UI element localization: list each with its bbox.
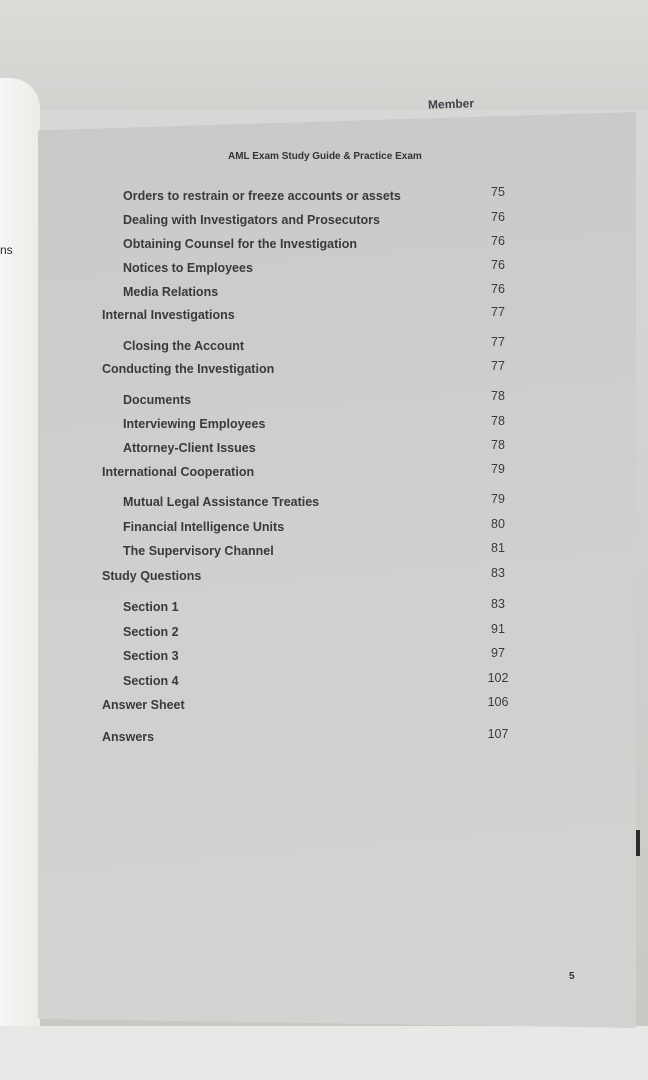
- toc-entry: [0, 597, 600, 620]
- toc-entry: [0, 517, 600, 540]
- toc-entry-label: Media Relations: [123, 285, 219, 299]
- toc-entry: [0, 438, 600, 461]
- toc-entry-label: Notices to Employees: [123, 261, 253, 275]
- toc-entry: [0, 234, 600, 257]
- background-member-text: Member: [427, 96, 475, 112]
- toc-entry: [0, 671, 600, 694]
- toc-entry-label: Section 1: [123, 600, 179, 614]
- toc-entry: [0, 727, 600, 750]
- toc-entry-page: 76: [491, 210, 505, 224]
- toc-entry-label: Study Questions: [102, 569, 202, 583]
- toc-entry: [0, 541, 600, 564]
- toc-entry: [0, 414, 600, 437]
- toc-entry-page: 78: [491, 438, 505, 452]
- toc-entry-page: 91: [491, 622, 505, 636]
- toc-entry-label: Orders to restrain or freeze accounts or assets: [123, 189, 401, 203]
- toc-entry-page: 76: [491, 234, 505, 248]
- toc-entry: [0, 282, 600, 305]
- toc-entry: [0, 695, 600, 718]
- toc-entry: [0, 566, 600, 589]
- toc-entry-page: 77: [491, 305, 505, 319]
- toc-entry: [0, 359, 600, 382]
- toc-entry-label: Financial Intelligence Units: [123, 520, 285, 534]
- background-paper-sheet: [0, 0, 648, 110]
- toc-entry-label: Section 2: [123, 625, 179, 639]
- toc-entry: [0, 185, 600, 209]
- toc-entry-page: 79: [491, 492, 505, 506]
- toc-entry: [0, 258, 600, 281]
- toc-entry-page: 77: [491, 359, 505, 373]
- toc-entry-label: The Supervisory Channel: [123, 544, 274, 558]
- toc-entry-label: Dealing with Investigators and Prosecutors: [123, 213, 381, 227]
- toc-entry-label: Answer Sheet: [102, 698, 185, 712]
- toc-entry-label: Documents: [123, 393, 192, 407]
- toc-entry: [0, 389, 600, 413]
- toc-entry: [0, 210, 600, 233]
- toc-entry-page: 83: [491, 566, 505, 580]
- background-table: [0, 1026, 648, 1080]
- running-header: AML Exam Study Guide & Practice Exam: [228, 151, 422, 162]
- toc-entry-page: 80: [491, 517, 505, 531]
- toc-entry-label: Section 3: [123, 649, 179, 663]
- toc-entry-label: Internal Investigations: [102, 308, 235, 322]
- toc-entry-label: Section 4: [123, 674, 179, 688]
- toc-entry-page: 76: [491, 258, 505, 272]
- toc-entry-label: Mutual Legal Assistance Treaties: [123, 495, 320, 509]
- toc-entry-label: Answers: [102, 730, 155, 744]
- toc-entry-label: Attorney-Client Issues: [123, 441, 256, 455]
- toc-entry-page: 102: [487, 671, 509, 685]
- page-number: 5: [569, 971, 575, 982]
- toc-entry: [0, 622, 600, 645]
- toc-entry: [0, 462, 600, 485]
- toc-entry: [0, 305, 600, 328]
- toc-entry-page: 75: [491, 185, 505, 199]
- toc-entry: [0, 492, 600, 515]
- toc-entry-label: International Cooperation: [102, 465, 255, 479]
- toc-entry-page: 78: [491, 389, 505, 403]
- toc-entry-page: 106: [487, 695, 509, 709]
- toc-entry-page: 77: [491, 335, 505, 349]
- toc-entry-page: 83: [491, 597, 505, 611]
- toc-entry: [0, 646, 600, 669]
- toc-entry: [0, 335, 600, 359]
- toc-entry-page: 81: [491, 541, 505, 555]
- toc-entry-page: 76: [491, 282, 505, 296]
- toc-entry-label: Closing the Account: [123, 339, 245, 353]
- toc-entry-page: 78: [491, 414, 505, 428]
- toc-entry-page: 97: [491, 646, 505, 660]
- toc-entry-label: Obtaining Counsel for the Investigation: [123, 237, 358, 251]
- toc-entry-page: 107: [487, 727, 509, 741]
- toc-entry-label: Interviewing Employees: [123, 417, 266, 431]
- background-left-page-text: ns: [0, 243, 13, 257]
- toc-entry-label: Conducting the Investigation: [102, 362, 275, 376]
- toc-entry-page: 79: [491, 462, 505, 476]
